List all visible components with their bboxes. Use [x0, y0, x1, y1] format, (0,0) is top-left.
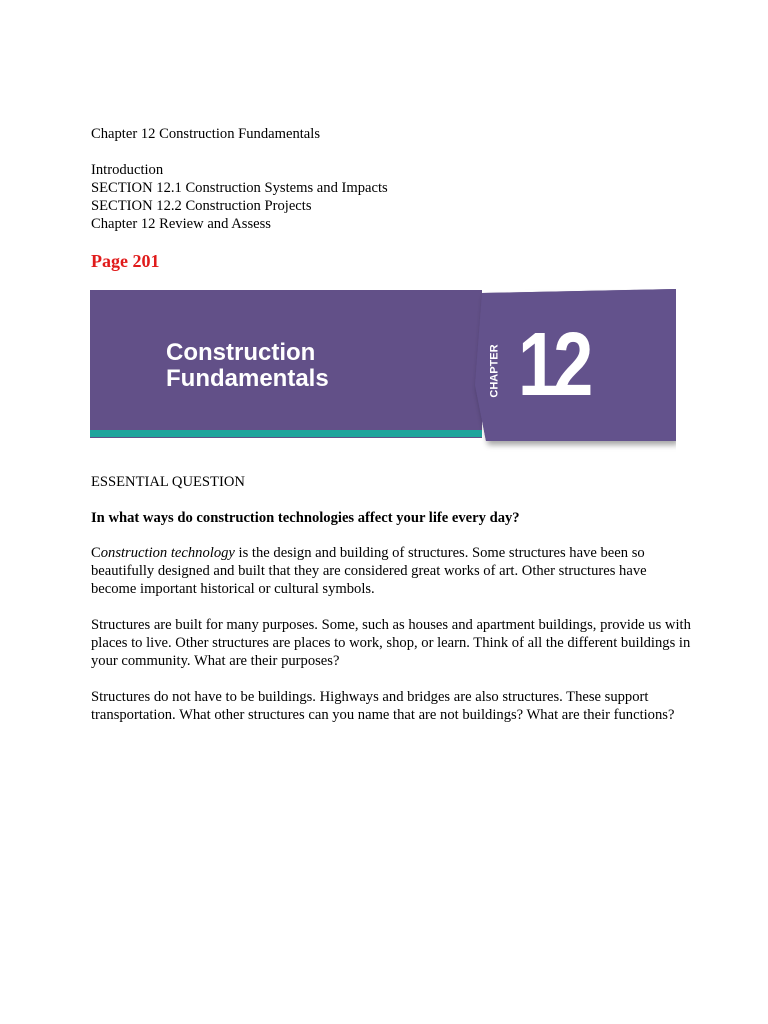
- banner-title-line2: Fundamentals: [166, 365, 329, 392]
- essential-question: In what ways do construction technologies affect your life every day?: [91, 510, 520, 526]
- page-label: Page 201: [91, 251, 160, 271]
- paragraph-1: [91, 544, 691, 598]
- banner-title-line1: Construction: [166, 339, 316, 366]
- paragraph-2: Structures are built for many purposes. Some, such as houses and apartment buildings, provide us with places to live. Other structures are places to work, shop, or learn. Think of all the different buildings in your community. What are their purposes?: [91, 617, 691, 669]
- toc-item: Chapter 12 Review and Assess: [91, 216, 271, 232]
- chapter-heading: Chapter 12 Construction Fundamentals: [91, 126, 321, 142]
- chapter-word: CHAPTER: [488, 344, 501, 398]
- chapter-banner: [90, 289, 676, 455]
- paragraph-text: is the design and building of structures. Some structures have been so beautifully designed and built that they are considered great works of art. Other structures have become important historical or cultural symbols.: [91, 545, 647, 597]
- toc-item: SECTION 12.2 Construction Projects: [91, 198, 312, 214]
- essential-question-heading: ESSENTIAL QUESTION: [91, 474, 245, 490]
- chapter-number: 12: [518, 315, 589, 415]
- drop-letter: C: [91, 545, 101, 561]
- key-term: onstruction technology: [100, 545, 235, 561]
- toc-item: Introduction: [91, 162, 164, 178]
- paragraph-3: Structures do not have to be buildings. Highways and bridges are also structures. These support transportation. What other structures can you name that are not buildings? What are their functions?: [91, 689, 675, 723]
- toc-item: SECTION 12.1 Construction Systems and Impacts: [91, 180, 388, 196]
